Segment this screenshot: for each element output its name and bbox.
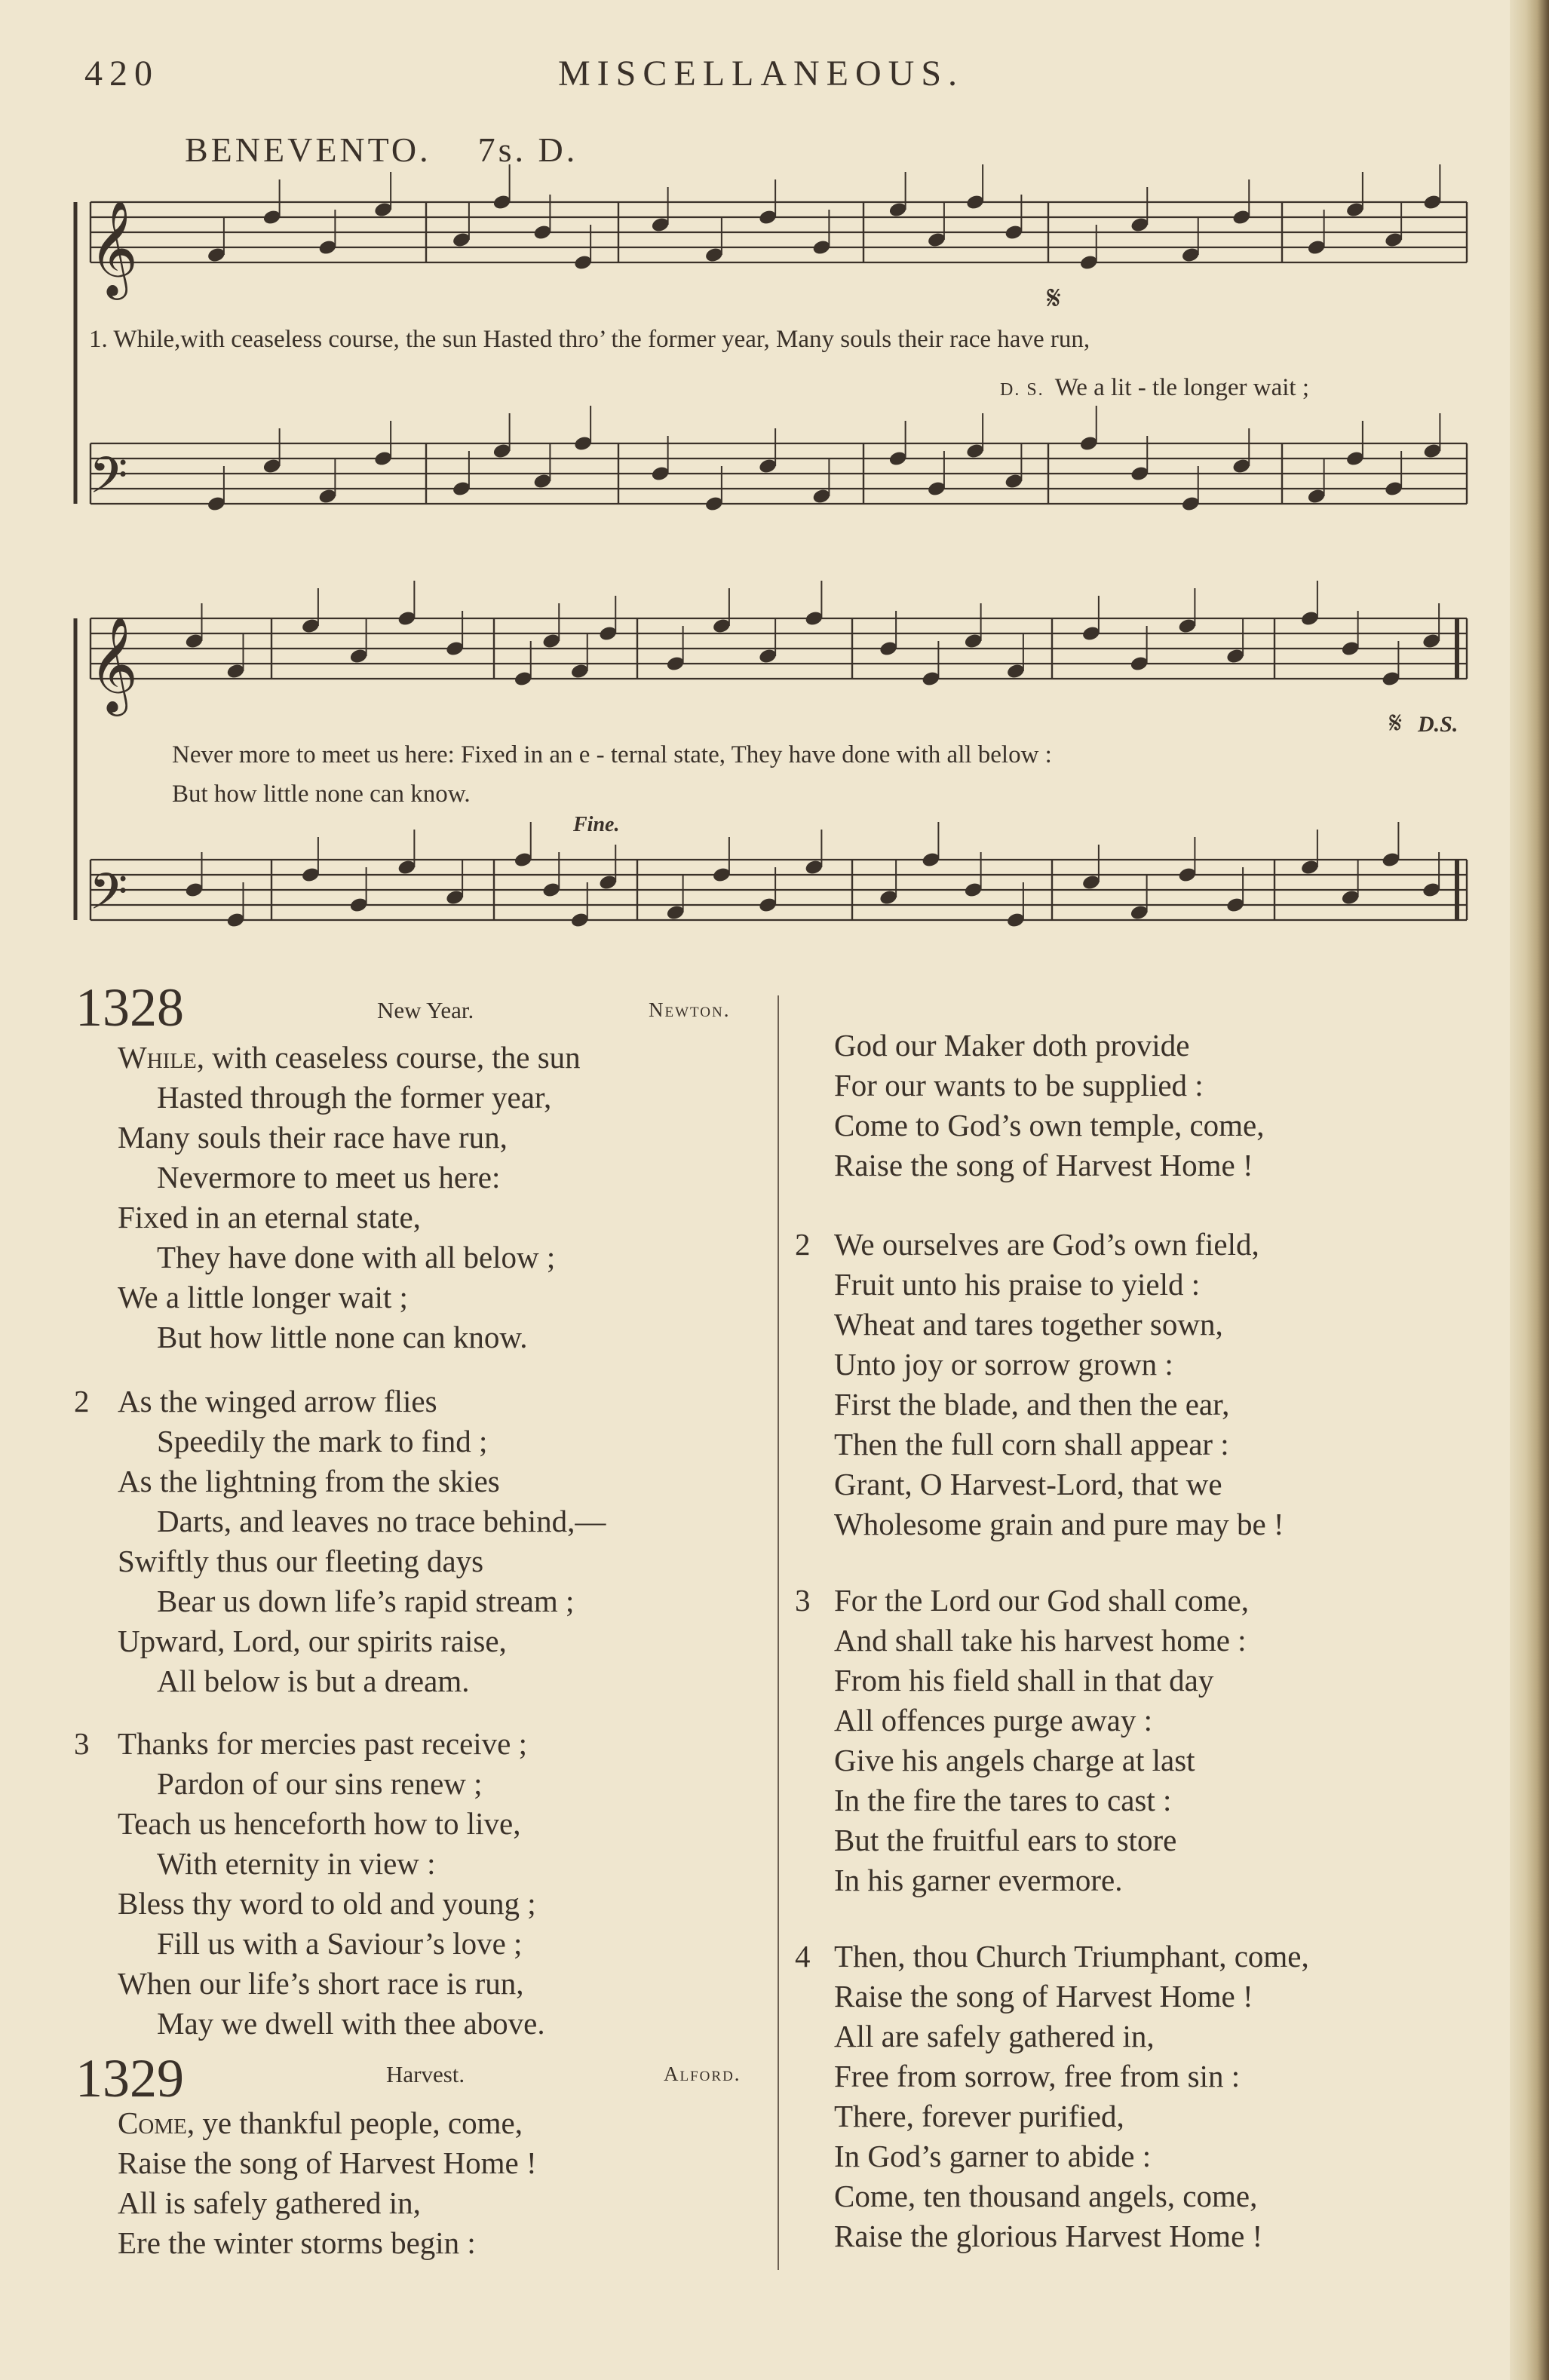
hymn-number: 1329 [75, 2048, 184, 2109]
verse-number: 3 [74, 1726, 90, 1761]
column-divider [778, 995, 779, 2270]
verse-line: Hasted through the former year, [157, 1080, 552, 1115]
score-lyric-system1: 1. While,with ceaseless course, the sun Hasted thro’ the former year, Many souls their race have run, [89, 326, 1090, 353]
line-rest: , with ceaseless course, the sun [196, 1040, 581, 1075]
verse-line: Fill us with a Saviour’s love ; [157, 1926, 523, 1961]
verse-line: There, forever purified, [834, 2099, 1124, 2133]
hymn-1328-author: Newton. [649, 998, 731, 1021]
verse-line: We a little longer wait ; [118, 1280, 408, 1314]
verse-line [118, 1042, 581, 1073]
verse-line: Free from sorrow, free from sin : [834, 2059, 1241, 2093]
score-lyric-system2: Never more to meet us here: Fixed in an e - ternal state, They have done with all below : [172, 741, 1052, 768]
verse-line: Give his angels charge at last [834, 1743, 1195, 1777]
verse-line: Many souls their race have run, [118, 1120, 508, 1155]
verse-line: But the fruitful ears to store [834, 1823, 1177, 1857]
segno-icon: 𝄋 [1047, 279, 1061, 317]
verse-line: In God’s garner to abide : [834, 2139, 1152, 2173]
line-rest: , ye thankful people, come, [186, 2106, 523, 2140]
verse-line: And shall take his harvest home : [834, 1623, 1247, 1658]
verse-number: 2 [74, 1384, 90, 1418]
verse-number: 4 [795, 1939, 811, 1974]
hymn-1328-title: New Year. [377, 997, 474, 1023]
hymn-number: 1328 [75, 977, 184, 1038]
verse-number: 3 [795, 1583, 811, 1618]
verse-line: All below is but a dream. [157, 1664, 470, 1698]
verse-line: Unto joy or sorrow grown : [834, 1347, 1173, 1382]
page-number: 420 [84, 54, 159, 94]
verse-line: Raise the glorious Harvest Home ! [834, 2219, 1263, 2253]
fine-label: Fine. [573, 813, 620, 836]
verse-line: Come to God’s own temple, come, [834, 1108, 1265, 1142]
verse-line: They have done with all below ; [157, 1240, 556, 1274]
verse-line: Fruit unto his praise to yield : [834, 1267, 1201, 1302]
segno-icon: 𝄋 [1389, 706, 1403, 741]
drop-word-initial: W [118, 1040, 147, 1075]
verse-line: In the fire the tares to cast : [834, 1783, 1172, 1817]
bass-clef-icon: 𝄢 [89, 863, 128, 933]
verse-line: Raise the song of Harvest Home ! [834, 1148, 1253, 1182]
tune-meter: 7s. D. [477, 130, 578, 169]
verse-line: As the winged arrow flies [118, 1384, 437, 1418]
verse-line: All offences purge away : [834, 1703, 1153, 1737]
treble-clef-icon: 𝄞 [89, 615, 139, 712]
treble-clef-icon: 𝄞 [89, 199, 139, 296]
section-title: MISCELLANEOUS. [558, 54, 965, 94]
verse-line: All is safely gathered in, [118, 2185, 421, 2220]
verse-line: Raise the song of Harvest Home ! [834, 1979, 1253, 2013]
verse-line: When our life’s short race is run, [118, 1966, 524, 2001]
verse-line: For the Lord our God shall come, [834, 1583, 1249, 1618]
verse-line: All are safely gathered in, [834, 2019, 1155, 2053]
verse-line: God our Maker doth provide [834, 1028, 1190, 1063]
drop-word-smallcaps: hile [146, 1040, 197, 1075]
tune-name: BENEVENTO. [185, 130, 431, 169]
verse-line: Bear us down life’s rapid stream ; [157, 1584, 575, 1618]
verse-line: Darts, and leaves no trace behind,— [157, 1504, 606, 1538]
verse-line: Ere the winter storms begin : [118, 2225, 476, 2260]
verse-line: From his field shall in that day [834, 1663, 1214, 1698]
verse-line: Speedily the mark to find ; [157, 1424, 488, 1458]
verse-line: Teach us henceforth how to live, [118, 1806, 521, 1841]
drop-word-initial: C [118, 2106, 139, 2140]
verse-line: Grant, O Harvest-Lord, that we [834, 1467, 1222, 1501]
verse-line: First the blade, and then the ear, [834, 1387, 1230, 1422]
verse-line: Raise the song of Harvest Home ! [118, 2145, 537, 2180]
verse-line: May we dwell with thee above. [157, 2006, 545, 2041]
verse-line: In his garner evermore. [834, 1863, 1123, 1897]
verse-line: Thanks for mercies past receive ; [118, 1726, 528, 1761]
hymn-1329-heading [75, 2048, 184, 2109]
ds-mark: D.S. [1418, 712, 1459, 737]
verse-line: Then, thou Church Triumphant, come, [834, 1939, 1309, 1974]
score-lyric-system2-alt: But how little none can know. [172, 781, 471, 808]
verse-line: Upward, Lord, our spirits raise, [118, 1624, 507, 1658]
verse-line: For our wants to be supplied : [834, 1068, 1204, 1103]
verse-line: Wheat and tares together sown, [834, 1307, 1223, 1342]
verse-line: Then the full corn shall appear : [834, 1427, 1229, 1461]
verse-line: Bless thy word to old and young ; [118, 1886, 536, 1921]
verse-number: 2 [795, 1227, 811, 1262]
verse-line: But how little none can know. [157, 1320, 528, 1354]
bass-clef-icon: 𝄢 [89, 446, 128, 517]
hymn-1329-author: Alford. [664, 2063, 741, 2085]
hymn-1329-title: Harvest. [386, 2061, 465, 2087]
verse-line: With eternity in view : [157, 1846, 436, 1881]
verse-line [118, 2108, 523, 2139]
verse-line: Wholesome grain and pure may be ! [834, 1507, 1284, 1541]
hymn-1328-heading [75, 977, 184, 1038]
score-ds-lyric [1000, 374, 1309, 402]
verse-line: Come, ten thousand angels, come, [834, 2179, 1258, 2213]
verse-line: Swiftly thus our fleeting days [118, 1544, 484, 1578]
verse-line: Fixed in an eternal state, [118, 1200, 421, 1234]
drop-word-smallcaps: ome [138, 2106, 187, 2140]
verse-line: As the lightning from the skies [118, 1464, 500, 1498]
verse-line: We ourselves are God’s own field, [834, 1227, 1259, 1262]
verse-line: Nevermore to meet us here: [157, 1160, 501, 1195]
ds-label: D. S. [1000, 380, 1044, 400]
ds-lyric-text: We a lit - tle longer wait ; [1054, 374, 1310, 401]
verse-line: Pardon of our sins renew ; [157, 1766, 483, 1801]
